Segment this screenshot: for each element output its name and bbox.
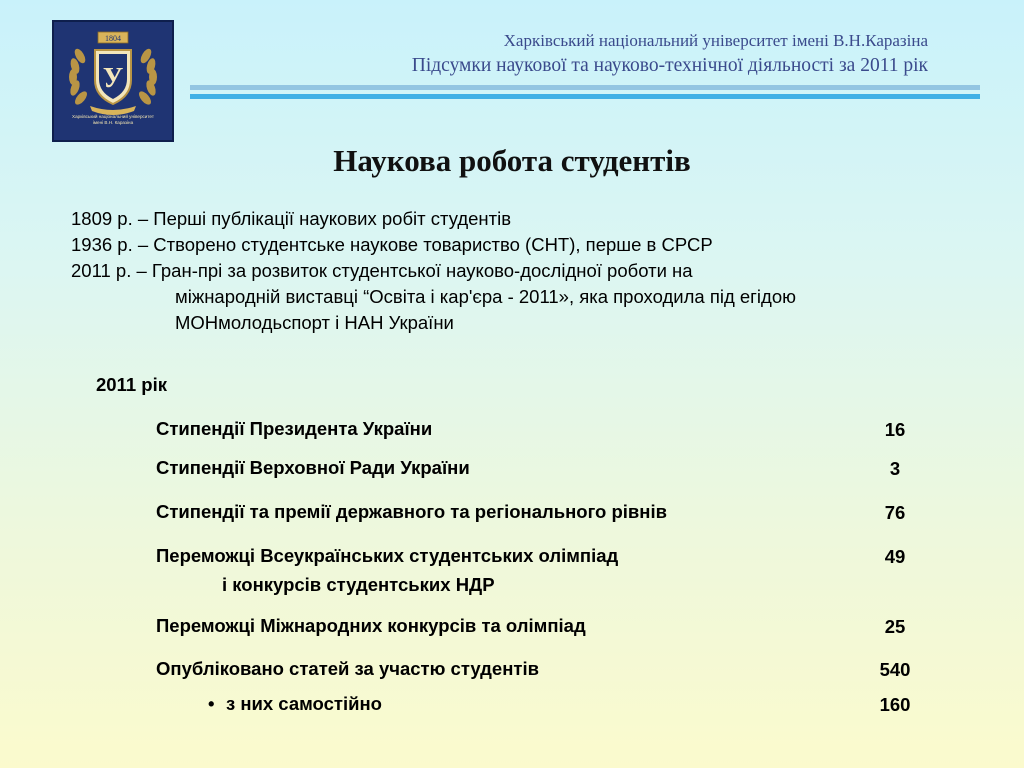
bullet-icon: • xyxy=(208,693,215,714)
history-block xyxy=(71,206,796,336)
year-heading: 2011 рік xyxy=(96,374,167,395)
stat-label-international: Переможці Міжнародних конкурсів та олімпіад xyxy=(156,615,586,636)
slide-title: Наукова робота студентів xyxy=(333,143,691,178)
history-line-2011-cont2: МОНмолодьспорт і НАН України xyxy=(175,312,454,333)
stat-value-president: 16 xyxy=(884,419,906,440)
stat-value-international: 25 xyxy=(884,616,906,637)
stat-value-olympiads: 49 xyxy=(884,546,906,567)
logo-letter: У xyxy=(102,63,124,94)
stat-label-olympiads-cont: і конкурсів студентських НДР xyxy=(222,574,495,595)
header-university: Харківський національний університет імені В.Н.Каразіна xyxy=(503,31,928,50)
stat-label-olympiads: Переможці Всеукраїнських студентських олімпіад xyxy=(156,545,619,566)
university-logo xyxy=(52,20,174,142)
stat-label-state: Стипендії та премії державного та регіонального рівнів xyxy=(156,501,667,522)
history-line-2011: 2011 р. – Гран-прі за розвиток студентської науково-дослідної роботи на xyxy=(71,260,693,281)
stat-value-rada: 3 xyxy=(889,458,901,479)
logo-year: 1804 xyxy=(105,34,121,43)
history-line-2011-cont: міжнародній виставці “Освіта і кар'єра - 2011», яка проходила під егідою xyxy=(175,286,796,307)
stat-label-articles-solo: з них самостійно xyxy=(226,693,382,714)
logo-caption: Харківський національний університет імені В.Н. Каразіна xyxy=(72,114,154,125)
history-line-1809: 1809 р. – Перші публікації наукових робіт студентів xyxy=(71,208,512,229)
header-divider-dark xyxy=(190,94,980,99)
header-subtitle: Підсумки наукової та науково-технічної діяльності за 2011 рік xyxy=(411,55,928,76)
stat-label-president: Стипендії Президента України xyxy=(156,418,433,439)
stat-label-rada: Стипендії Верховної Ради України xyxy=(156,457,470,478)
history-line-1936: 1936 р. – Створено студентське наукове товариство (СНТ), перше в СРСР xyxy=(71,234,713,255)
stat-label-articles: Опубліковано статей за участю студентів xyxy=(156,658,539,679)
stat-value-articles: 540 xyxy=(879,659,911,680)
stat-value-articles-solo: 160 xyxy=(879,694,911,715)
header-divider-light xyxy=(190,85,980,90)
stat-value-state: 76 xyxy=(884,502,906,523)
